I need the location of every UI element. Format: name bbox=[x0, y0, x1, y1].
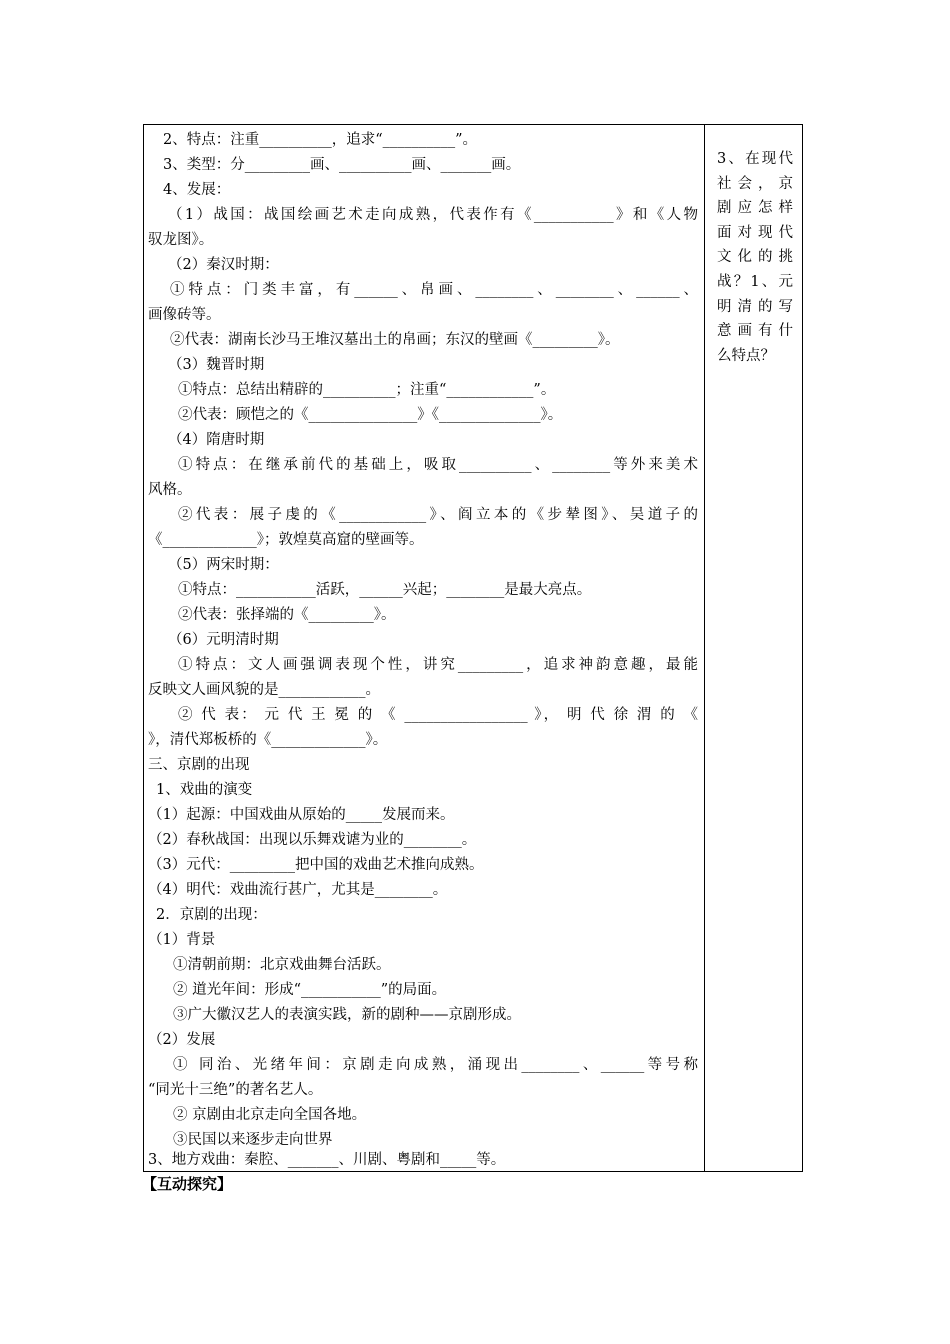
text-line: （6）元明清时期 bbox=[168, 632, 279, 648]
text-line: （1）战国：战国绘画艺术走向成熟，代表作有《___________》和《人物 bbox=[168, 207, 698, 223]
text-line: （2）春秋战国：出现以乐舞戏谑为业的________。 bbox=[148, 832, 477, 848]
side-line: 剧应怎样 bbox=[717, 200, 793, 217]
side-line: 文化的挑 bbox=[717, 249, 793, 266]
text-line: ①特点：在继承前代的基础上，吸取__________、________等外来美术 bbox=[178, 457, 698, 473]
side-question-cell bbox=[717, 149, 793, 370]
text-line: （3）元代：_________把中国的戏曲艺术推向成熟。 bbox=[148, 857, 484, 873]
text-line: 画像砖等。 bbox=[148, 307, 221, 323]
worksheet-table bbox=[143, 124, 803, 1172]
text-line: ①特点：门类丰富，有______、帛画、________、________、______、 bbox=[170, 282, 698, 298]
text-line: ③民国以来逐步走向世界 bbox=[173, 1132, 333, 1148]
text-line: ②代表：张择端的《_________》。 bbox=[178, 607, 396, 623]
text-line: 驭龙图》。 bbox=[148, 232, 214, 248]
text-line: ① 同治、光绪年间：京剧走向成熟，涌现出________、______等号称 bbox=[173, 1057, 698, 1073]
text-line: ①特点：___________活跃，______兴起；________是最大亮点。 bbox=[178, 582, 592, 598]
text-line: ③广大徽汉艺人的表演实践，新的剧种——京剧形成。 bbox=[173, 1007, 521, 1023]
side-line: 战？1、元 bbox=[717, 273, 793, 290]
text-line: （4）明代：戏曲流行甚广，尤其是________。 bbox=[148, 882, 448, 898]
text-line: 2、特点：注重__________，追求“__________”。 bbox=[163, 132, 478, 148]
side-line: 社会，京 bbox=[717, 175, 793, 192]
side-line: 面对现代 bbox=[717, 224, 793, 241]
side-line: 意画有什 bbox=[717, 323, 793, 340]
text-line: 2．京剧的出现： bbox=[156, 907, 267, 923]
text-line: （3）魏晋时期 bbox=[168, 357, 265, 373]
text-line: ② 京剧由北京走向全国各地。 bbox=[173, 1107, 367, 1123]
text-line: ② 道光年间：形成“___________”的局面。 bbox=[173, 982, 447, 998]
text-line: （2）发展 bbox=[148, 1032, 216, 1048]
text-line: ② 代 表： 元 代 王 冕 的 《 _________________ 》， 明 代 徐 渭 的 《 bbox=[178, 707, 698, 723]
section-heading-interactive-inquiry: 【互动探究】 bbox=[142, 1175, 233, 1193]
text-line: 3、类型：分_________画、__________画、_______画。 bbox=[163, 157, 521, 173]
text-line: （2）秦汉时期： bbox=[168, 257, 279, 273]
text-line: 4、发展： bbox=[163, 182, 231, 198]
text-line: 1、戏曲的演变 bbox=[156, 782, 253, 798]
text-line: ①特点：文人画强调表现个性，讲究_________，追求神韵意趣，最能 bbox=[178, 657, 698, 673]
text-line: （4）隋唐时期 bbox=[168, 432, 265, 448]
text-line: ②代表：顾恺之的《_______________》《______________》。 bbox=[178, 407, 563, 423]
side-line: 么特点？ bbox=[717, 347, 775, 364]
text-line: ①特点：总结出精辟的__________；注重“____________”。 bbox=[178, 382, 556, 398]
side-line: 明清的写 bbox=[717, 298, 793, 315]
text-line: ②代表：湖南长沙马王堆汉墓出土的帛画；东汉的壁画《_________》。 bbox=[170, 332, 620, 348]
text-line: ②代表：展子虔的《____________》、阎立本的《步辇图》、吴道子的 bbox=[178, 507, 698, 523]
side-line: 3、在现代 bbox=[717, 151, 793, 167]
text-line: “同光十三绝”的著名艺人。 bbox=[148, 1082, 323, 1098]
text-line: 反映文人画风貌的是____________。 bbox=[148, 682, 380, 698]
text-line: ①清朝前期：北京戏曲舞台活跃。 bbox=[173, 957, 391, 973]
text-line: 风格。 bbox=[148, 482, 192, 498]
text-line: 3、地方戏曲：秦腔、_______、川剧、粤剧和_____等。 bbox=[148, 1152, 506, 1168]
text-line: 》，清代郑板桥的《_____________》。 bbox=[148, 732, 388, 748]
section-heading: 三、京剧的出现 bbox=[148, 757, 250, 773]
text-line: （5）两宋时期： bbox=[168, 557, 279, 573]
text-line: （1）背景 bbox=[148, 932, 216, 948]
text-line: （1）起源：中国戏曲从原始的_____发展而来。 bbox=[148, 807, 455, 823]
text-line: 《_____________》；敦煌莫高窟的壁画等。 bbox=[148, 532, 424, 548]
